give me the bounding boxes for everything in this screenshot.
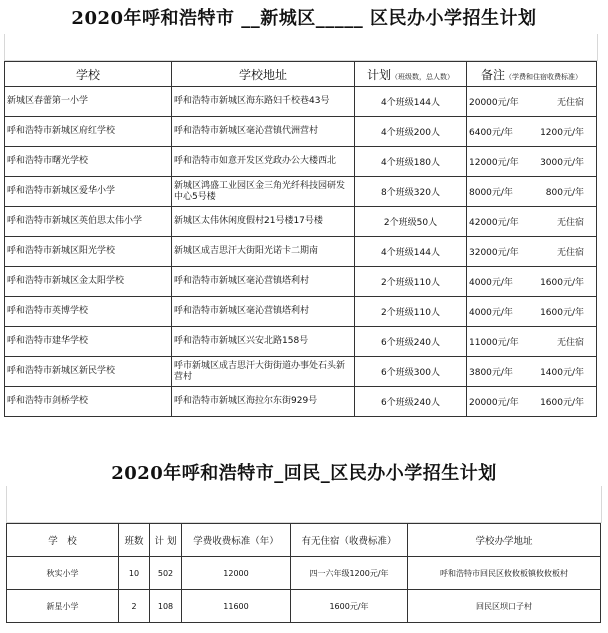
remark-cell — [467, 267, 597, 297]
t2-header-classes: 班数 — [119, 524, 150, 557]
remark-fee-group — [469, 395, 594, 408]
t2-classes-cell: 2 — [119, 590, 150, 623]
remark-cell — [467, 327, 597, 357]
remark-cell — [467, 87, 597, 117]
tuition-value: 12000元/年 — [469, 158, 519, 168]
table-row — [5, 87, 597, 117]
t2-classes-cell: 10 — [119, 557, 150, 590]
spreadsheet-grid-band — [4, 34, 598, 61]
remark-fee-group — [469, 155, 594, 168]
school-name-cell: 呼和浩特市曙光学校 — [5, 147, 172, 177]
remark-fee-group — [469, 275, 594, 288]
huimin-district-enrollment-table — [6, 523, 601, 623]
t2-address-cell: 回民区坝口子村 — [408, 590, 601, 623]
plan-cell: 8个班级320人 — [355, 177, 467, 207]
school-address-cell: 呼和浩特市新城区海东路妇千校巷43号 — [172, 87, 355, 117]
tuition-value: 11000元/年 — [469, 338, 519, 348]
school-name-cell: 呼和浩特市英博学校 — [5, 297, 172, 327]
remark-fee-group — [469, 95, 594, 108]
lodging-value: 1600元/年 — [540, 398, 584, 408]
t2-tuition-cell: 12000 — [182, 557, 291, 590]
school-address-cell: 新城区太伟休闲度假村21号楼17号楼 — [172, 207, 355, 237]
school-address-cell: 呼和浩特市新城区毫沁营镇塔利村 — [172, 267, 355, 297]
t2-header-tuition: 学费收费标准（年） — [182, 524, 291, 557]
plan-cell: 6个班级240人 — [355, 387, 467, 417]
table1-title: 2020年呼和浩特市 __新城区_____ 区民办小学招生计划 — [71, 8, 537, 29]
school-name-cell: 呼和浩特市剑桥学校 — [5, 387, 172, 417]
t2-header-school: 学 校 — [7, 524, 119, 557]
table-row — [7, 557, 601, 590]
header-remark — [467, 62, 597, 87]
remark-fee-group — [469, 335, 594, 348]
remark-cell — [467, 177, 597, 207]
tuition-value: 3800元/年 — [469, 368, 513, 378]
table-row — [5, 387, 597, 417]
header-remark-label: 备注 — [480, 67, 505, 82]
school-address-cell: 呼和浩特市新城区毫沁营镇代洲营村 — [172, 117, 355, 147]
t2-plan-cell: 108 — [150, 590, 182, 623]
remark-cell — [467, 207, 597, 237]
school-address-cell: 呼和浩特市新城区海拉尔东街929号 — [172, 387, 355, 417]
school-name-cell: 呼和浩特市新城区阳光学校 — [5, 237, 172, 267]
tuition-value: 6400元/年 — [469, 128, 513, 138]
plan-cell: 2个班级50人 — [355, 207, 467, 237]
remark-fee-group — [469, 245, 594, 258]
remark-cell — [467, 297, 597, 327]
tuition-value: 32000元/年 — [469, 248, 519, 258]
school-address-cell: 新城区成吉思汗大街阳光诺卡二期南 — [172, 237, 355, 267]
school-address-cell: 呼和浩特市新城区兴安北路158号 — [172, 327, 355, 357]
header-school: 学校 — [5, 62, 172, 87]
school-name-cell: 呼和浩特市新城区爱华小学 — [5, 177, 172, 207]
table-row — [5, 147, 597, 177]
t2-header-address: 学校办学地址 — [408, 524, 601, 557]
t2-school-cell: 秋实小学 — [7, 557, 119, 590]
tuition-value: 20000元/年 — [469, 398, 519, 408]
new-city-district-enrollment-table — [4, 61, 597, 417]
plan-cell: 2个班级110人 — [355, 297, 467, 327]
table-row — [7, 590, 601, 623]
plan-cell: 4个班级180人 — [355, 147, 467, 177]
header-plan — [355, 62, 467, 87]
lodging-value: 无住宿 — [556, 98, 584, 108]
spreadsheet-grid-band-2 — [6, 486, 602, 523]
school-address-cell: 呼和浩特市如意开发区党政办公大楼西北 — [172, 147, 355, 177]
plan-cell: 4个班级144人 — [355, 237, 467, 267]
school-name-cell: 呼和浩特市新城区府红学校 — [5, 117, 172, 147]
lodging-value: 无住宿 — [556, 218, 584, 228]
table2-title: 2020年呼和浩特市_回民_区民办小学招生计划 — [111, 463, 497, 484]
plan-cell: 2个班级110人 — [355, 267, 467, 297]
school-address-cell: 呼和浩特市新城区毫沁营镇塔利村 — [172, 297, 355, 327]
table1-header-row — [5, 62, 597, 87]
table-row — [5, 237, 597, 267]
lodging-value: 800元/年 — [545, 188, 584, 198]
plan-cell: 4个班级144人 — [355, 87, 467, 117]
table-row — [5, 207, 597, 237]
t2-address-cell: 呼和浩特市回民区攸攸板镇攸攸板村 — [408, 557, 601, 590]
school-name-cell: 呼和浩特市新城区新民学校 — [5, 357, 172, 387]
remark-fee-group — [469, 365, 594, 378]
table-row — [5, 117, 597, 147]
school-address-cell: 呼市新城区成吉思汗大街街道办事处石头新营村 — [172, 357, 355, 387]
plan-cell: 6个班级300人 — [355, 357, 467, 387]
remark-fee-group — [469, 125, 594, 138]
remark-cell — [467, 237, 597, 267]
school-name-cell: 呼和浩特市新城区金太阳学校 — [5, 267, 172, 297]
table2-header-row — [7, 524, 601, 557]
lodging-value: 无住宿 — [556, 248, 584, 258]
school-name-cell: 呼和浩特市建华学校 — [5, 327, 172, 357]
tuition-value: 20000元/年 — [469, 98, 519, 108]
t2-plan-cell: 502 — [150, 557, 182, 590]
tuition-value: 4000元/年 — [469, 308, 513, 318]
remark-cell — [467, 147, 597, 177]
lodging-value: 3000元/年 — [540, 158, 584, 168]
tuition-value: 4000元/年 — [469, 278, 513, 288]
header-plan-note: （班级数，总人数） — [391, 72, 454, 81]
t2-lodging-cell: 1600元/年 — [291, 590, 408, 623]
tuition-value: 8000元/年 — [469, 188, 513, 198]
remark-fee-group — [469, 305, 594, 318]
plan-cell: 6个班级240人 — [355, 327, 467, 357]
table-row — [5, 357, 597, 387]
header-remark-note: （学费和住宿收费标准） — [505, 72, 582, 81]
table-row — [5, 297, 597, 327]
t2-tuition-cell: 11600 — [182, 590, 291, 623]
school-address-cell: 新城区鸿盛工业园区金三角光纤科技园研发中心5号楼 — [172, 177, 355, 207]
header-plan-label: 计划 — [366, 67, 391, 82]
remark-cell — [467, 387, 597, 417]
table-row — [5, 267, 597, 297]
t2-school-cell: 新星小学 — [7, 590, 119, 623]
tuition-value: 42000元/年 — [469, 218, 519, 228]
table-row — [5, 327, 597, 357]
header-address: 学校地址 — [172, 62, 355, 87]
t2-header-lodging: 有无住宿（收费标准） — [291, 524, 408, 557]
table-row — [5, 177, 597, 207]
remark-fee-group — [469, 185, 594, 198]
remark-cell — [467, 357, 597, 387]
school-name-cell: 新城区春蕾第一小学 — [5, 87, 172, 117]
lodging-value: 1200元/年 — [540, 128, 584, 138]
lodging-value: 1600元/年 — [540, 278, 584, 288]
lodging-value: 1400元/年 — [540, 368, 584, 378]
t2-header-plan: 计 划 — [150, 524, 182, 557]
school-name-cell: 呼和浩特市新城区英伯思太伟小学 — [5, 207, 172, 237]
lodging-value: 无住宿 — [556, 338, 584, 348]
plan-cell: 4个班级200人 — [355, 117, 467, 147]
remark-fee-group — [469, 215, 594, 228]
remark-cell — [467, 117, 597, 147]
lodging-value: 1600元/年 — [540, 308, 584, 318]
t2-lodging-cell: 四一六年级1200元/年 — [291, 557, 408, 590]
